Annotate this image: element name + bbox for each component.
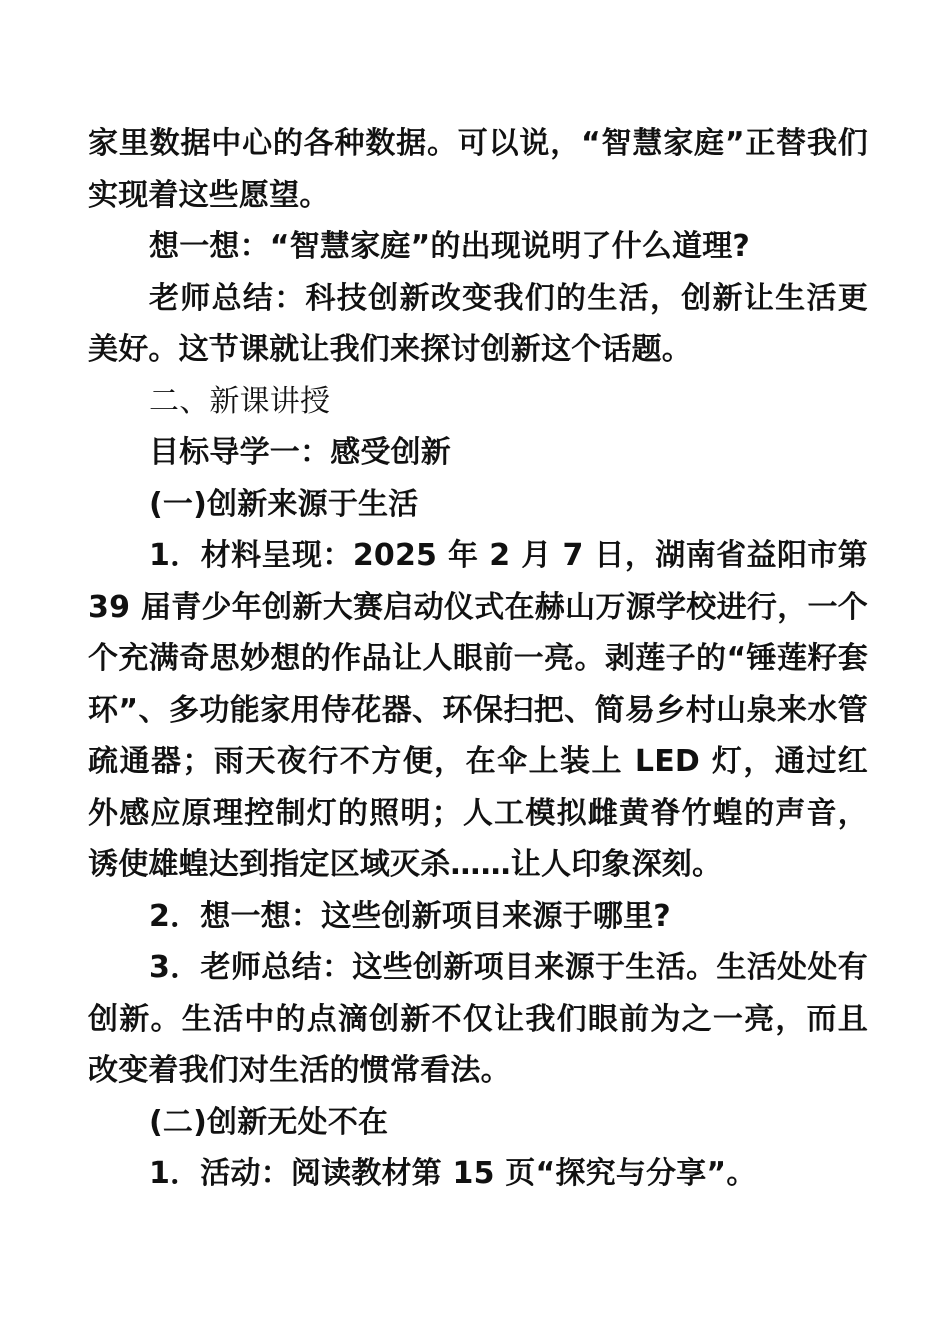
goal-heading-feel-innovation: 目标导学一：感受创新 [149, 435, 451, 470]
paragraph-teacher-summary: 老师总结：科技创新改变我们的生活，创新让生活更美好。这节课就让我们来探讨创新这个话题。 [88, 280, 868, 367]
subheading-innovation-everywhere: (二)创新无处不在 [149, 1104, 389, 1140]
paragraph-activity-reading: 1．活动：阅读教材第 15 页“探究与分享”。 [149, 1156, 757, 1191]
document-body [88, 118, 868, 1200]
paragraph-think-source: 2．想一想：这些创新项目来源于哪里? [149, 898, 671, 934]
paragraph-think-question: 想一想：“智慧家庭”的出现说明了什么道理? [149, 229, 751, 264]
subheading-innovation-from-life: (一)创新来源于生活 [149, 486, 419, 522]
paragraph-smart-home-data: 家里数据中心的各种数据。可以说，“智慧家庭”正替我们实现着这些愿望。 [88, 126, 868, 213]
section-heading-new-lesson: 二、新课讲授 [149, 383, 331, 419]
paragraph-material-presentation: 1．材料呈现：2025 年 2 月 7 日，湖南省益阳市第 39 届青少年创新大赛启动仪式在赫山万源学校进行，一个个充满奇思妙想的作品让人眼前一亮。剥莲子的“锤莲籽套环”、多功能家用侍花器、环保扫把、简易乡村山泉来水管疏通器；雨天夜行不方便，在伞上装上 LED 灯，通过红外感应原理控制灯的照明；人工模拟雌黄脊竹蝗的声音，诱使雄蝗达到指定区域灭杀……让人印象深刻。 [88, 538, 868, 882]
paragraph-teacher-conclusion: 3．老师总结：这些创新项目来源于生活。生活处处有创新。生活中的点滴创新不仅让我们眼前为之一亮，而且改变着我们对生活的惯常看法。 [88, 950, 868, 1088]
